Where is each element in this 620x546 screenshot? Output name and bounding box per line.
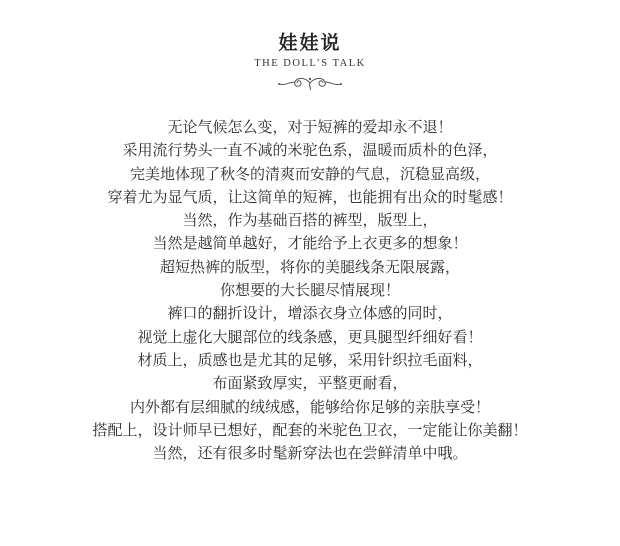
body-line: 完美地体现了秋冬的清爽而安静的气息，沉稳显高级， bbox=[129, 164, 490, 183]
body-line: 搭配上，设计师早已想好，配套的米驼色卫衣，一定能让你美翻！ bbox=[92, 420, 528, 439]
body-line: 当然是越简单越好，才能给予上衣更多的想象！ bbox=[152, 234, 468, 253]
body-line: 穿着尤为显气质，让这简单的短裤，也能拥有出众的时髦感！ bbox=[107, 187, 513, 206]
body-line: 内外都有层细腻的绒绒感，能够给你足够的亲肤享受！ bbox=[129, 397, 490, 416]
body-line: 你想要的大长腿尽情展现！ bbox=[219, 281, 400, 300]
body-line: 视觉上虚化大腿部位的线条感，更具腿型纤细好看！ bbox=[137, 327, 483, 346]
body-line: 材质上，质感也是尤其的足够，采用针织拉毛面料， bbox=[137, 350, 483, 369]
page-title: 娃娃说 bbox=[278, 32, 342, 54]
body-text bbox=[0, 116, 620, 465]
body-line: 布面紧致厚实，平整更耐看， bbox=[212, 374, 408, 393]
body-line: 裤口的翻折设计，增添衣身立体感的同时， bbox=[167, 304, 453, 323]
swirl-ornament-icon bbox=[275, 74, 345, 92]
body-line: 当然，作为基础百搭的裤型，版型上， bbox=[182, 211, 438, 230]
page-subtitle: THE DOLL’S TALK bbox=[254, 58, 366, 69]
body-line: 超短热裤的版型，将你的美腿线条无限展露， bbox=[159, 257, 460, 276]
body-line: 当然，还有很多时髦新穿法也在尝鲜清单中哦。 bbox=[152, 444, 468, 463]
body-line: 采用流行势头一直不减的米驼色系，温暖而质朴的色泽， bbox=[122, 141, 498, 160]
body-line: 无论气候怎么变，对于短裤的爱却永不退！ bbox=[167, 118, 453, 136]
